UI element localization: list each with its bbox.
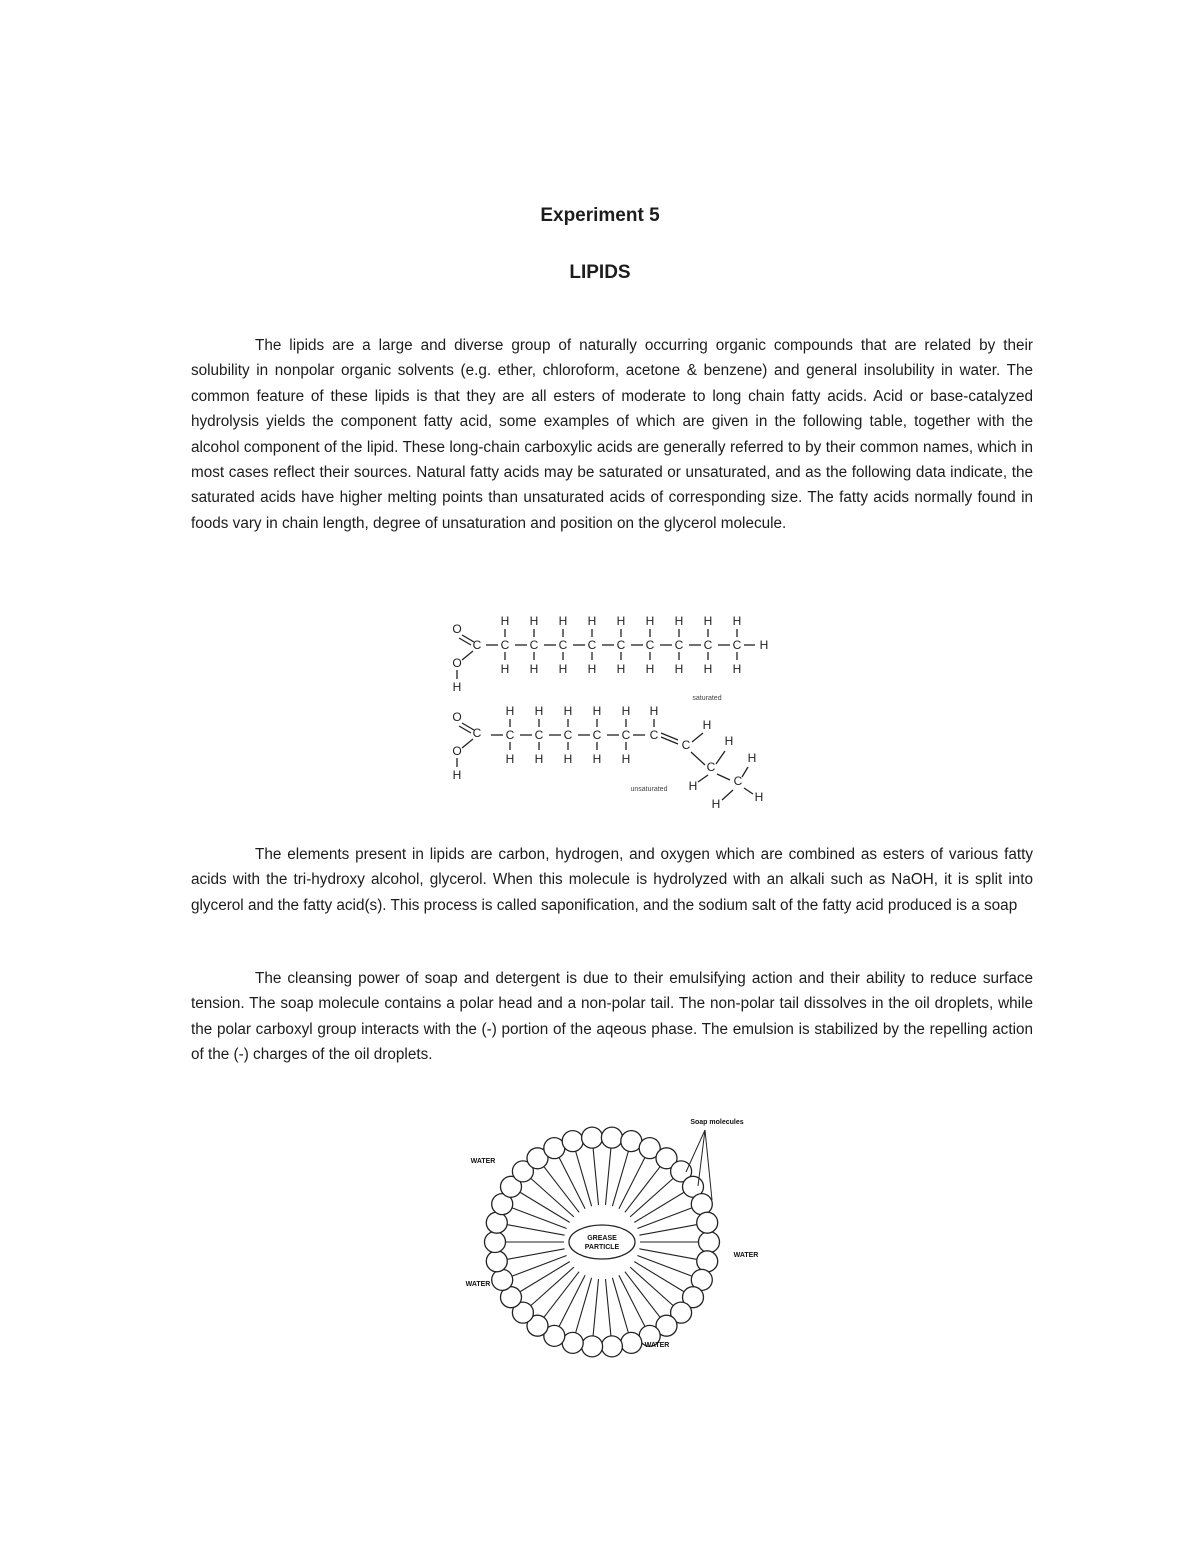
hydrogen-atom: H bbox=[500, 614, 510, 628]
soap-molecule-tail bbox=[637, 1256, 691, 1277]
hydrogen-atom: H bbox=[754, 790, 764, 804]
soap-molecule-tail bbox=[576, 1278, 592, 1333]
soap-molecule-tail bbox=[637, 1208, 691, 1229]
soap-molecule-head bbox=[485, 1232, 506, 1253]
hydrogen-atom: H bbox=[747, 751, 757, 765]
soap-molecule-tail bbox=[612, 1152, 628, 1207]
carbon-atom: C bbox=[674, 638, 684, 652]
carbon-atom: C bbox=[500, 638, 510, 652]
hydrogen-atom: H bbox=[505, 752, 515, 766]
carbon-atom: C bbox=[472, 726, 482, 740]
carbon-atom: C bbox=[563, 728, 573, 742]
hydrogen-atom: H bbox=[505, 704, 515, 718]
soap-molecule-tail bbox=[508, 1249, 565, 1260]
soap-molecule-tail bbox=[606, 1279, 611, 1336]
carbon-atom: C bbox=[616, 638, 626, 652]
soap-molecule-tail bbox=[513, 1256, 567, 1277]
soap-molecule-head bbox=[699, 1232, 720, 1253]
soap-molecule-tail bbox=[513, 1208, 567, 1229]
hydrogen-atom: H bbox=[563, 752, 573, 766]
hydrogen-atom: H bbox=[587, 662, 597, 676]
hydrogen-atom: H bbox=[645, 662, 655, 676]
oxygen-atom: O bbox=[452, 622, 462, 636]
saponification-paragraph: The elements present in lipids are carbon, hydrogen, and oxygen which are combined as esters of various fatty acids with the tri-hydroxy alcohol, glycerol. When this molecule is hydrolyzed with an alkali such as NaOH, it is split into glycerol and the fatty acid(s). This process is called saponification, and the sodium salt of the fatty acid produced is a soap bbox=[191, 846, 1033, 914]
soap-molecule-tail bbox=[612, 1278, 628, 1333]
hydrogen-atom: H bbox=[452, 768, 462, 782]
experiment-heading: Experiment 5 bbox=[540, 205, 660, 226]
carbon-atom: C bbox=[621, 728, 631, 742]
soap-molecule-head bbox=[582, 1127, 603, 1148]
hydrogen-atom: H bbox=[616, 662, 626, 676]
cleansing-paragraph: The cleansing power of soap and detergent is due to their emulsifying action and their ability to reduce surface tension. The soap molecule contains a polar head and a non-polar tail. The non-polar tail dissolves in the oil droplets, while the polar carboxyl group interacts with the (-) portion of the aqeous phase. The emulsion is stabilized by the repelling action of the (-) charges of the oil droplets. bbox=[191, 970, 1033, 1064]
soap-molecule-tail bbox=[576, 1152, 592, 1207]
water-label-right: WATER bbox=[733, 1252, 759, 1259]
hydrogen-atom: H bbox=[649, 704, 659, 718]
soap-molecule-tail bbox=[634, 1193, 683, 1223]
hydrogen-atom: H bbox=[592, 704, 602, 718]
hydrogen-atom: H bbox=[703, 662, 713, 676]
hydrogen-atom: H bbox=[703, 614, 713, 628]
oxygen-atom: O bbox=[452, 744, 462, 758]
oxygen-atom: O bbox=[452, 656, 462, 670]
soap-molecule-tail bbox=[639, 1249, 696, 1260]
hydrogen-atom: H bbox=[674, 614, 684, 628]
soap-molecule-head bbox=[691, 1194, 712, 1215]
hydrogen-atom: H bbox=[558, 662, 568, 676]
hydrogen-atom: H bbox=[587, 614, 597, 628]
carbon-atom: C bbox=[645, 638, 655, 652]
carbon-atom: C bbox=[472, 638, 482, 652]
soap-molecules-label: Soap molecules bbox=[690, 1119, 744, 1126]
hydrogen-atom: H bbox=[674, 662, 684, 676]
unsaturated-label: unsaturated bbox=[630, 786, 668, 793]
hydrogen-atom: H bbox=[592, 752, 602, 766]
soap-molecule-head bbox=[582, 1336, 603, 1357]
water-label-top-left: WATER bbox=[470, 1158, 496, 1165]
grease-particle bbox=[569, 1225, 635, 1259]
soap-molecule-tail bbox=[559, 1275, 585, 1326]
soap-molecule-tail bbox=[639, 1225, 696, 1236]
carbon-atom: C bbox=[681, 738, 691, 752]
oxygen-atom: O bbox=[452, 710, 462, 724]
carbon-atom: C bbox=[732, 638, 742, 652]
hydrogen-atom: H bbox=[452, 680, 462, 694]
soap-molecule-head bbox=[486, 1251, 507, 1272]
hydrogen-atom: H bbox=[759, 638, 769, 652]
hydrogen-atom: H bbox=[724, 734, 734, 748]
carbon-atom: C bbox=[529, 638, 539, 652]
carbon-atom: C bbox=[649, 728, 659, 742]
hydrogen-atom: H bbox=[500, 662, 510, 676]
soap-molecule-tail bbox=[520, 1262, 569, 1292]
page-title: LIPIDS bbox=[569, 262, 631, 283]
soap-molecule-tail bbox=[619, 1158, 645, 1209]
soap-molecule-tail bbox=[593, 1148, 598, 1205]
hydrogen-atom: H bbox=[558, 614, 568, 628]
carbon-atom: C bbox=[505, 728, 515, 742]
soap-molecule-tail bbox=[508, 1225, 565, 1236]
soap-molecule-tail bbox=[606, 1148, 611, 1205]
soap-molecule-head bbox=[486, 1212, 507, 1233]
grease-label: GREASE bbox=[587, 1235, 617, 1242]
carbon-atom: C bbox=[592, 728, 602, 742]
soap-molecule-head bbox=[601, 1336, 622, 1357]
soap-molecule-tail bbox=[619, 1275, 645, 1326]
soap-molecule-tail bbox=[593, 1279, 598, 1336]
carbon-atom: C bbox=[703, 638, 713, 652]
carbon-atom: C bbox=[706, 760, 716, 774]
hydrogen-atom: H bbox=[732, 614, 742, 628]
soap-molecule-head bbox=[562, 1131, 583, 1152]
hydrogen-atom: H bbox=[621, 704, 631, 718]
soap-molecule-head bbox=[621, 1332, 642, 1353]
carbon-atom: C bbox=[587, 638, 597, 652]
soap-molecule-head bbox=[697, 1251, 718, 1272]
intro-paragraph: The lipids are a large and diverse group of naturally occurring organic compounds that are related by their solubility in nonpolar organic solvents (e.g. ether, chloroform, acetone & benzene) and general insolubility in water. The common feature of these lipids is that they are all esters of moderate to long chain fatty acids. Acid or base-catalyzed hydrolysis yields the component fatty acid, some examples of which are given in the following table, together with the alcohol component of the lipid. These long-chain carboxylic acids are generally referred to by their common names, which in most cases reflect their sources. Natural fatty acids may be saturated or unsaturated, and as the following data indicate, the saturated acids have higher melting points than unsaturated acids of corresponding size. The fatty acids normally found in foods vary in chain length, degree of unsaturation and position on the glycerol molecule. bbox=[191, 337, 1033, 532]
hydrogen-atom: H bbox=[616, 614, 626, 628]
soap-molecule-head bbox=[492, 1269, 513, 1290]
saturated-label: saturated bbox=[692, 695, 722, 702]
carbon-atom: C bbox=[558, 638, 568, 652]
hydrogen-atom: H bbox=[621, 752, 631, 766]
hydrogen-atom: H bbox=[529, 662, 539, 676]
hydrogen-atom: H bbox=[563, 704, 573, 718]
hydrogen-atom: H bbox=[534, 752, 544, 766]
soap-molecule-tail bbox=[634, 1262, 683, 1292]
hydrogen-atom: H bbox=[529, 614, 539, 628]
soap-molecule-head bbox=[601, 1127, 622, 1148]
particle-label: PARTICLE bbox=[584, 1244, 620, 1251]
carbon-atom: C bbox=[733, 774, 743, 788]
soap-molecule-tail bbox=[520, 1193, 569, 1223]
hydrogen-atom: H bbox=[732, 662, 742, 676]
water-label-bottom-left: WATER bbox=[465, 1281, 491, 1288]
soap-molecule-head bbox=[697, 1212, 718, 1233]
hydrogen-atom: H bbox=[534, 704, 544, 718]
hydrogen-atom: H bbox=[645, 614, 655, 628]
carbon-atom: C bbox=[534, 728, 544, 742]
soap-molecule-tail bbox=[559, 1158, 585, 1209]
hydrogen-atom: H bbox=[711, 797, 721, 811]
water-label-bottom: WATER bbox=[644, 1342, 670, 1349]
hydrogen-atom: H bbox=[688, 779, 698, 793]
hydrogen-atom: H bbox=[702, 718, 712, 732]
